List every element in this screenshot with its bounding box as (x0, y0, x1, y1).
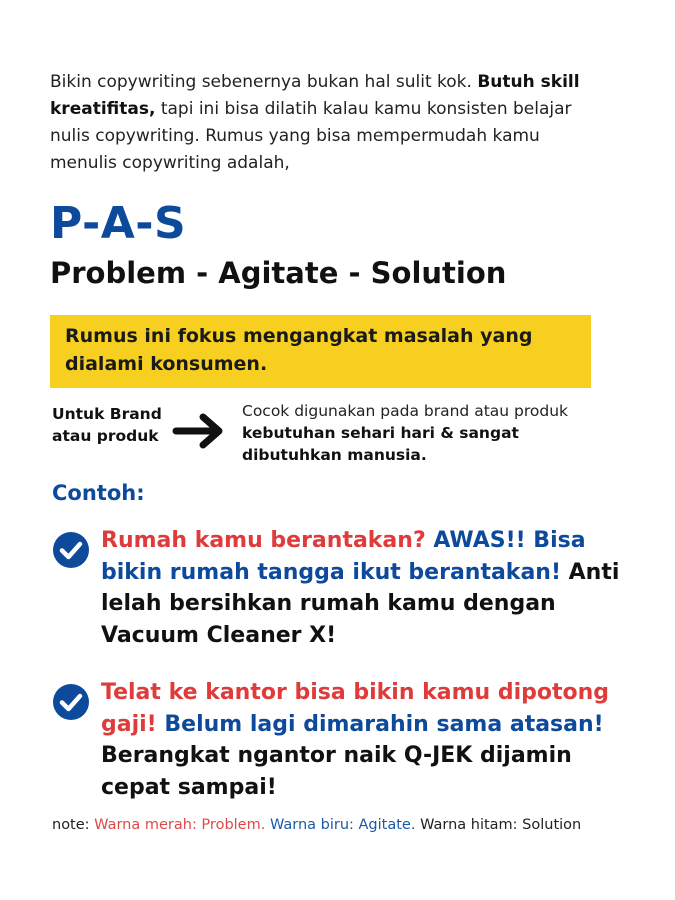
example-item-2 (101, 677, 621, 803)
usage-desc-plain: Cocok digunakan pada brand atau produk (242, 402, 569, 420)
color-note (52, 817, 581, 833)
page-subtitle: Problem - Agitate - Solution (50, 256, 507, 290)
intro-text-2: tapi ini bisa dilatih kalau kamu konsisten belajar nulis copywriting. Rumus yang bisa mempermudah kamu menulis copywriting adalah, (50, 99, 572, 173)
note-blue: Warna biru: Agitate. (269, 817, 416, 833)
note-black: Warna hitam: Solution (420, 817, 582, 833)
intro-bold-text: Butuh skill kreatifitas, (50, 72, 580, 119)
intro-text-1: Bikin copywriting sebenernya bukan hal sulit kok. (50, 72, 478, 92)
example-2-problem: Telat ke kantor bisa bikin kamu dipotong gaji! (101, 680, 610, 737)
intro-paragraph (50, 69, 610, 177)
note-red: Warna merah: Problem. (94, 817, 266, 833)
example-1-agitate: AWAS!! Bisa bikin rumah tangga ikut berantakan! (101, 528, 586, 585)
usage-label: Untuk Brand atau produk (52, 405, 162, 445)
right-arrow-icon (172, 412, 234, 450)
example-2-agitate: Belum lagi dimarahin sama atasan! (164, 711, 604, 737)
example-heading: Contoh: (52, 481, 145, 505)
note-prefix: note: (52, 817, 90, 833)
example-2-solution: Berangkat ngantor naik Q-JEK dijamin cepat sampai! (101, 743, 572, 800)
example-1-problem: Rumah kamu berantakan? (101, 528, 426, 553)
example-1-solution: Anti lelah bersihkan rumah kamu dengan Vacuum Cleaner X! (101, 559, 620, 648)
check-circle-icon (52, 683, 90, 721)
usage-desc-bold: kebutuhan sehari hari & sangat dibutuhkan manusia. (242, 424, 519, 464)
highlight-text: Rumus ini fokus mengangkat masalah yang dialami konsumen. (65, 325, 533, 375)
usage-description (242, 400, 622, 466)
check-circle-icon (52, 531, 90, 569)
page-title: P-A-S (50, 198, 187, 249)
highlight-box (50, 315, 591, 388)
example-item-1 (101, 525, 621, 651)
